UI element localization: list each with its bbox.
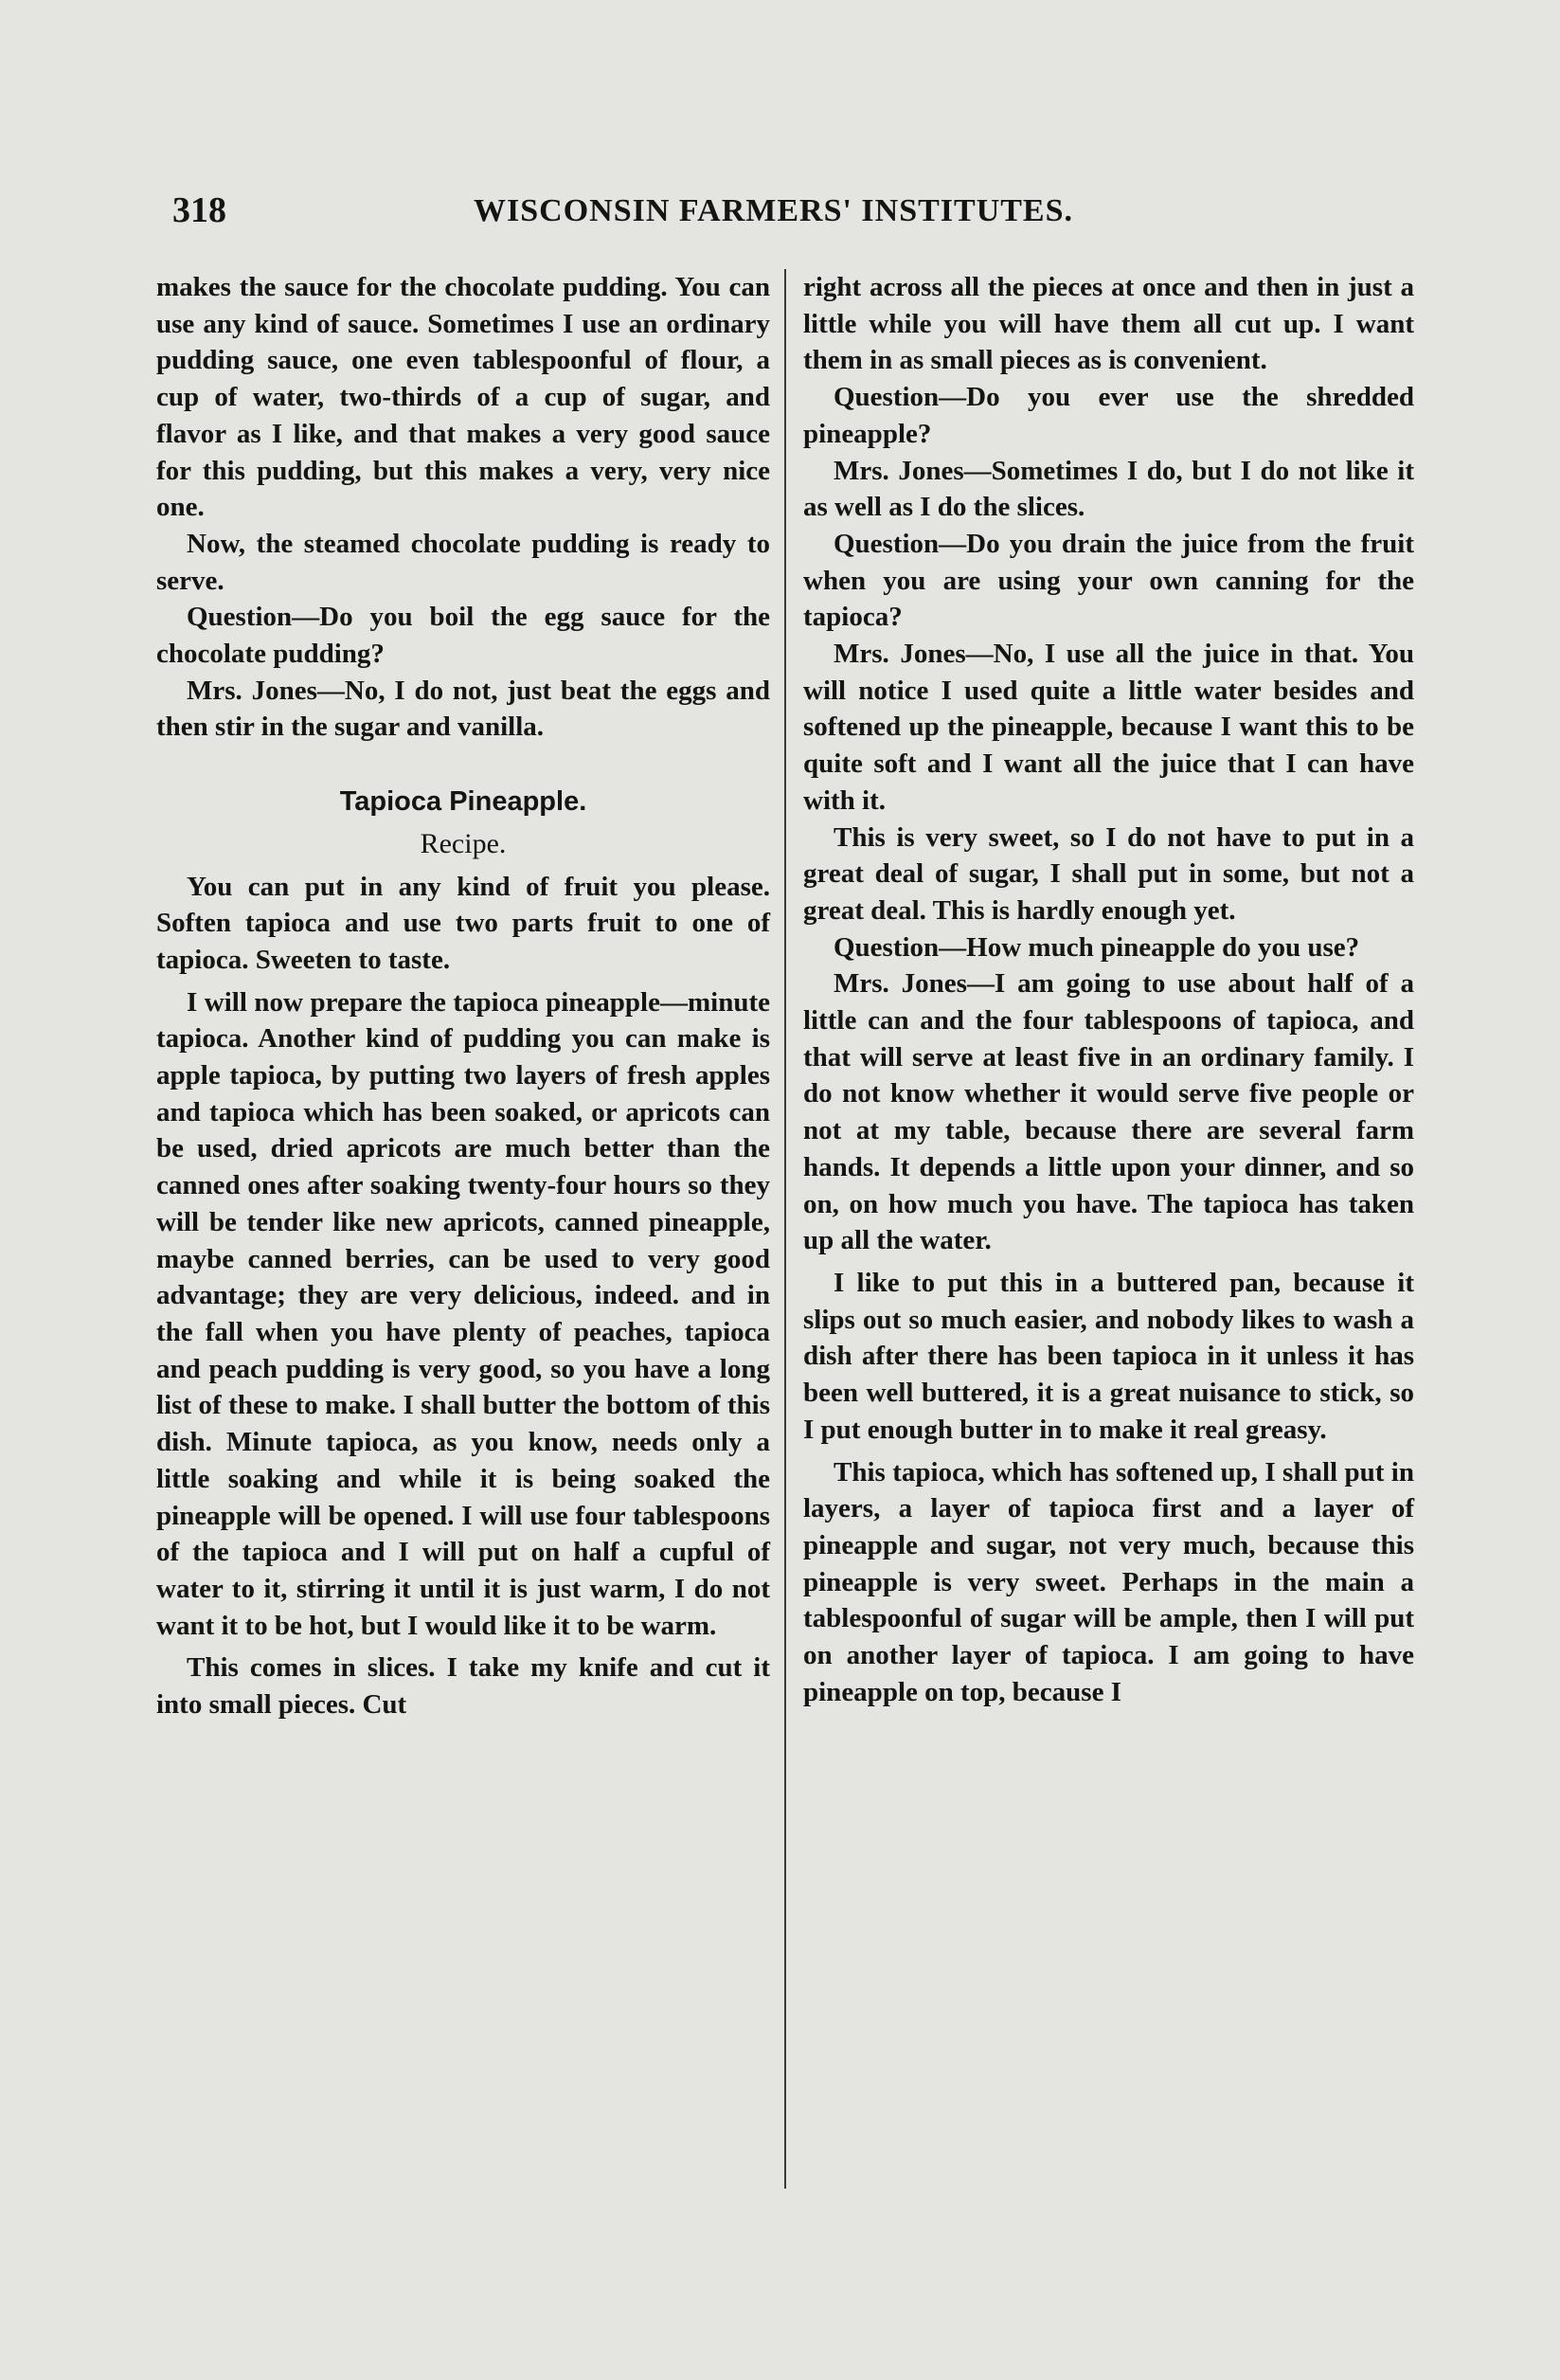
page-header xyxy=(142,189,1430,246)
right-paragraph-5: Mrs. Jones—No, I use all the juice in that. You will notice I used quite a little water besides and softened up the pineapple, because I want this to be quite soft and I want all the juice that I can have with it. xyxy=(803,639,1414,816)
right-paragraph-9: I like to put this in a buttered pan, because it slips out so much easier, and nobody likes to wash a dish after there has been tapioca in it unless it has been well buttered, it is a great nuisance to stick, so I put enough butter in to make it real greasy. xyxy=(803,1267,1414,1445)
left-paragraph-3: Question—Do you boil the egg sauce for the chocolate pudding? xyxy=(156,602,770,670)
page-number: 318 xyxy=(172,190,226,230)
right-paragraph-6: This is very sweet, so I do not have to put in a great deal of sugar, I shall put in some, but not a great deal. This is hardly enough yet. xyxy=(803,821,1414,926)
left-paragraph-6: I will now prepare the tapioca pineapple—minute tapioca. Another kind of pudding you can make is apple tapioca, by putting two layers of fresh apples and tapioca which has been soaked, or apricots can be used, dried apricots are much better than the canned ones after soaking twenty-four hours so they will be tender like new apricots, canned pineapple, maybe canned berries, can be used to very good advantage; they are very delicious, indeed. and in the fall when you have plenty of peaches, tapioca and peach pudding is very good, so you have a long list of these to make. I shall butter the bottom of this dish. Minute tapioca, as you know, needs only a little soaking and while it is being soaked the pineapple will be opened. I will use four tablespoons of the tapioca and I will put on half a cupful of water to it, stirring it until it is just warm, I do not want it to be hot, but I would like it to be warm. xyxy=(156,986,770,1641)
column-divider xyxy=(784,269,786,2189)
right-paragraph-2: Question—Do you ever use the shredded pineapple? xyxy=(803,382,1414,449)
left-paragraph-7: This comes in slices. I take my knife and cut it into small pieces. Cut xyxy=(156,1652,770,1721)
right-paragraph-8: Mrs. Jones—I am going to use about half of a little can and the four tablespoons of tapioca, and that will serve at least five in an ordinary family. I do not know whether it would serve five people or not at my table, because there are several farm hands. It depends a little upon your dinner, and so on, on how much you have. The tapioca has taken up all the water. xyxy=(803,968,1414,1256)
right-column xyxy=(803,269,1414,1710)
right-paragraph-3: Mrs. Jones—Sometimes I do, but I do not like it as well as I do the slices. xyxy=(803,455,1414,523)
right-paragraph-10: This tapioca, which has softened up, I shall put in layers, a layer of tapioca first and a layer of pineapple and sugar, not very much, because this pineapple is very sweet. Perhaps in the main a tablespoonful of sugar will be ample, then I will put on another layer of tapioca. I am going to have pineapple on top, because I xyxy=(803,1456,1414,1707)
right-paragraph-1: right across all the pieces at once and then in just a little while you will have them all cut up. I want them in as small pieces as is convenient. xyxy=(803,272,1414,376)
section-subheading: Recipe. xyxy=(420,827,507,859)
left-paragraph-4: Mrs. Jones—No, I do not, just beat the eggs and then stir in the sugar and vanilla. xyxy=(156,675,770,743)
left-paragraph-5: You can put in any kind of fruit you please. Soften tapioca and use two parts fruit to one of tapioca. Sweeten to taste. xyxy=(156,871,770,975)
right-paragraph-4: Question—Do you drain the juice from the fruit when you are using your own canning for the tapioca? xyxy=(803,528,1414,633)
running-title: WISCONSIN FARMERS' INSTITUTES. xyxy=(474,193,1074,228)
left-paragraph-2: Now, the steamed chocolate pudding is ready to serve. xyxy=(156,528,770,596)
right-paragraph-7: Question—How much pineapple do you use? xyxy=(834,931,1360,963)
section-heading: Tapioca Pineapple. xyxy=(339,786,587,818)
left-column xyxy=(156,269,770,1723)
left-paragraph-1: makes the sauce for the chocolate pudding. You can use any kind of sauce. Sometimes I use an ordinary pudding sauce, one even tablespoonful of flour, a cup of water, two-thirds of a cup of sugar, and flavor as I like, and that makes a very good sauce for this pudding, but this makes a very, very nice one. xyxy=(156,272,770,523)
